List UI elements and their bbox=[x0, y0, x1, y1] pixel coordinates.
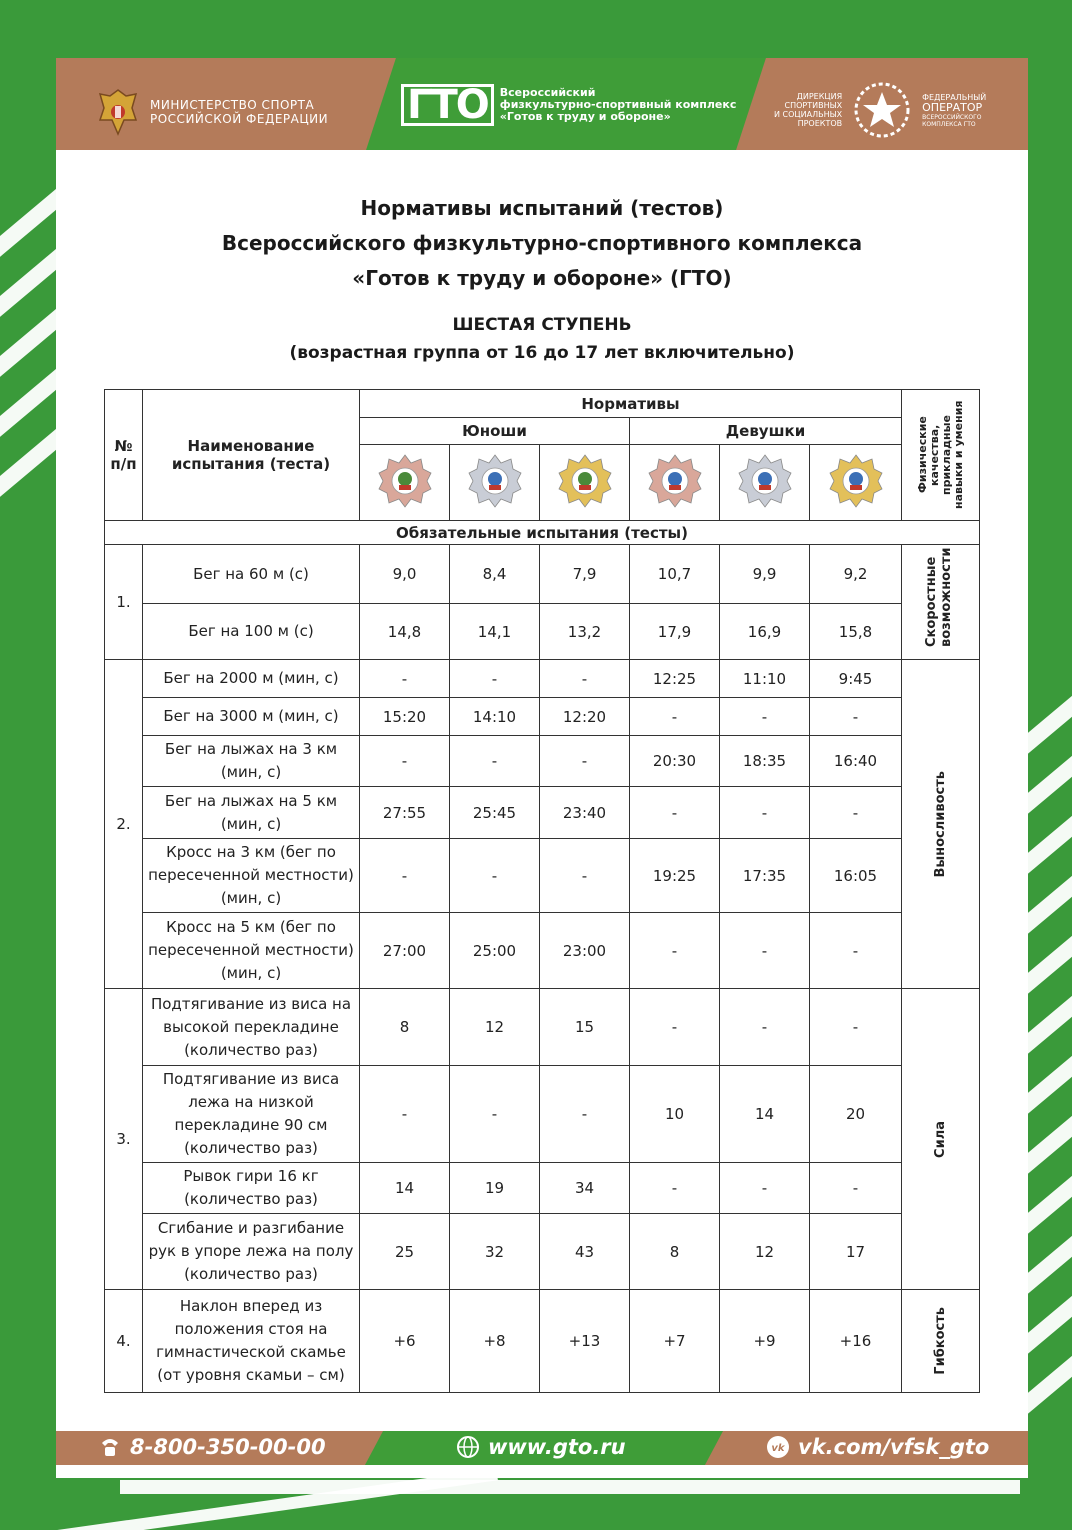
norm-value: 18:35 bbox=[720, 736, 810, 787]
norm-value: 25:45 bbox=[450, 787, 540, 839]
norm-value: - bbox=[720, 1163, 810, 1214]
footer-phone-text: 8-800-350-00-00 bbox=[130, 1435, 326, 1459]
coat-of-arms-icon bbox=[96, 86, 140, 138]
group-number: 2. bbox=[105, 660, 143, 989]
table-row bbox=[105, 545, 980, 604]
norm-value: 16:40 bbox=[810, 736, 902, 787]
table-row bbox=[105, 604, 980, 660]
test-name: Бег на 60 м (с) bbox=[143, 545, 360, 604]
norm-value: 14 bbox=[360, 1163, 450, 1214]
test-name: Бег на 3000 м (мин, с) bbox=[143, 698, 360, 736]
test-name: Подтягивание из виса на высокой перекладине (количество раз) bbox=[143, 989, 360, 1066]
norm-value: 20:30 bbox=[630, 736, 720, 787]
title-line3: «Готов к труду и обороне» (ГТО) bbox=[352, 266, 732, 290]
norm-value: 32 bbox=[450, 1214, 540, 1290]
norm-value: 9,9 bbox=[720, 545, 810, 604]
table-row bbox=[105, 1290, 980, 1393]
norm-value: 17 bbox=[810, 1214, 902, 1290]
test-name: Сгибание и разгибание рук в упоре лежа на полу (количество раз) bbox=[143, 1214, 360, 1290]
norm-value: - bbox=[810, 1163, 902, 1214]
gto-line3: «Готов к труду и обороне» bbox=[499, 110, 671, 123]
quality-label-text: Выносливость bbox=[933, 770, 948, 878]
norm-value: - bbox=[810, 989, 902, 1066]
norm-value: 11:10 bbox=[720, 660, 810, 698]
globe-icon bbox=[456, 1435, 480, 1459]
norm-value: - bbox=[360, 660, 450, 698]
norm-value: - bbox=[630, 1163, 720, 1214]
norm-value: 14:10 bbox=[450, 698, 540, 736]
header-num: № п/п bbox=[105, 390, 143, 521]
norm-value: 23:00 bbox=[540, 913, 630, 989]
group-number: 1. bbox=[105, 545, 143, 660]
norm-value: - bbox=[630, 913, 720, 989]
norm-value: - bbox=[720, 913, 810, 989]
norm-value: 34 bbox=[540, 1163, 630, 1214]
mandatory-section: Обязательные испытания (тесты) bbox=[105, 521, 980, 545]
norm-value: - bbox=[450, 660, 540, 698]
norm-value: - bbox=[540, 660, 630, 698]
norm-value: - bbox=[720, 698, 810, 736]
norm-value: 19:25 bbox=[630, 839, 720, 913]
norm-value: - bbox=[810, 698, 902, 736]
gto-logo bbox=[401, 84, 736, 126]
ministry-line1: МИНИСТЕРСТВО СПОРТА bbox=[150, 98, 315, 112]
title-line2: Всероссийского физкультурно-спортивного комплекса bbox=[221, 231, 863, 255]
silver-badge-icon bbox=[467, 453, 523, 509]
op-line3: ВСЕРОССИЙСКОГО bbox=[922, 113, 982, 121]
footer-banner bbox=[56, 1431, 1028, 1465]
badge-cell bbox=[810, 445, 902, 521]
star-wreath-icon bbox=[852, 80, 912, 140]
norm-value: 23:40 bbox=[540, 787, 630, 839]
norm-value: 17:35 bbox=[720, 839, 810, 913]
norm-value: 8 bbox=[360, 989, 450, 1066]
svg-text:vk: vk bbox=[771, 1443, 785, 1454]
dir-line2: СПОРТИВНЫХ bbox=[784, 101, 843, 110]
footer-vk[interactable] bbox=[766, 1435, 989, 1459]
norm-value: 12 bbox=[450, 989, 540, 1066]
norm-value: - bbox=[540, 839, 630, 913]
header-banner bbox=[56, 58, 1028, 150]
norm-value: 7,9 bbox=[540, 545, 630, 604]
gto-mark: ГТО bbox=[401, 84, 494, 126]
directorate-logo bbox=[774, 80, 986, 140]
table-row bbox=[105, 660, 980, 698]
phone-icon bbox=[98, 1435, 122, 1459]
norm-value: 43 bbox=[540, 1214, 630, 1290]
norm-value: - bbox=[540, 736, 630, 787]
badge-cell bbox=[360, 445, 450, 521]
page-title bbox=[56, 191, 1028, 296]
norm-value: - bbox=[720, 787, 810, 839]
dir-line1: ДИРЕКЦИЯ bbox=[796, 92, 843, 101]
norm-value: 20 bbox=[810, 1066, 902, 1163]
quality-label bbox=[902, 660, 980, 989]
norm-value: 25:00 bbox=[450, 913, 540, 989]
table-row bbox=[105, 787, 980, 839]
gto-line2: физкультурно-спортивный комплекс bbox=[499, 98, 737, 111]
norm-value: +8 bbox=[450, 1290, 540, 1393]
header-quality-text: Физические качества, прикладные навыки и умения bbox=[915, 400, 965, 510]
header-name: Наименование испытания (теста) bbox=[143, 390, 360, 521]
norm-value: +16 bbox=[810, 1290, 902, 1393]
norm-value: 13,2 bbox=[540, 604, 630, 660]
dir-line4: ПРОЕКТОВ bbox=[797, 119, 843, 128]
page-subtitle bbox=[56, 311, 1028, 367]
gold-badge-icon bbox=[828, 453, 884, 509]
test-name: Рывок гири 16 кг (количество раз) bbox=[143, 1163, 360, 1214]
header-girls: Девушки bbox=[630, 418, 902, 445]
norm-value: 9,2 bbox=[810, 545, 902, 604]
badge-cell bbox=[540, 445, 630, 521]
norm-value: - bbox=[360, 1066, 450, 1163]
test-name: Бег на 100 м (с) bbox=[143, 604, 360, 660]
test-name: Кросс на 5 км (бег по пересеченной местности) (мин, с) bbox=[143, 913, 360, 989]
norm-value: 14 bbox=[720, 1066, 810, 1163]
norm-value: - bbox=[810, 913, 902, 989]
quality-label bbox=[902, 989, 980, 1290]
norm-value: - bbox=[450, 1066, 540, 1163]
table-row bbox=[105, 913, 980, 989]
badge-cell bbox=[720, 445, 810, 521]
op-line2: ОПЕРАТОР bbox=[922, 100, 983, 114]
footer-phone[interactable] bbox=[98, 1435, 326, 1459]
test-name: Бег на лыжах на 3 км (мин, с) bbox=[143, 736, 360, 787]
norm-value: 15 bbox=[540, 989, 630, 1066]
gto-line1: Всероссийский bbox=[499, 86, 596, 99]
norm-value: 27:55 bbox=[360, 787, 450, 839]
norm-value: +9 bbox=[720, 1290, 810, 1393]
op-line4: КОМПЛЕКСА ГТО bbox=[922, 120, 976, 128]
badge-cell bbox=[630, 445, 720, 521]
norm-value: - bbox=[450, 736, 540, 787]
title-line1: Нормативы испытаний (тестов) bbox=[360, 196, 724, 220]
bronze-badge-icon bbox=[377, 453, 433, 509]
norm-value: - bbox=[630, 787, 720, 839]
quality-label bbox=[902, 1290, 980, 1393]
test-name: Подтягивание из виса лежа на низкой перекладине 90 см (количество раз) bbox=[143, 1066, 360, 1163]
norm-value: 25 bbox=[360, 1214, 450, 1290]
badge-cell bbox=[450, 445, 540, 521]
table-row bbox=[105, 839, 980, 913]
quality-label-text: Гибкость bbox=[933, 1307, 948, 1375]
silver-badge-icon bbox=[737, 453, 793, 509]
norm-value: - bbox=[540, 1066, 630, 1163]
norm-value: 9,0 bbox=[360, 545, 450, 604]
dir-line3: И СОЦИАЛЬНЫХ bbox=[774, 110, 843, 119]
norm-value: 9:45 bbox=[810, 660, 902, 698]
footer-vk-text: vk.com/vfsk_gto bbox=[798, 1435, 990, 1459]
norms-table bbox=[104, 389, 980, 1393]
norm-value: 16:05 bbox=[810, 839, 902, 913]
norm-value: 15,8 bbox=[810, 604, 902, 660]
norm-value: 12 bbox=[720, 1214, 810, 1290]
gold-badge-icon bbox=[557, 453, 613, 509]
document-page bbox=[56, 58, 1028, 1478]
norm-value: - bbox=[630, 989, 720, 1066]
norm-value: - bbox=[360, 839, 450, 913]
table-row bbox=[105, 1066, 980, 1163]
norm-value: - bbox=[810, 787, 902, 839]
op-line1: ФЕДЕРАЛЬНЫЙ bbox=[922, 92, 987, 102]
norm-value: 16,9 bbox=[720, 604, 810, 660]
norm-value: 14,8 bbox=[360, 604, 450, 660]
ministry-line2: РОССИЙСКОЙ ФЕДЕРАЦИИ bbox=[150, 112, 329, 126]
norm-value: +13 bbox=[540, 1290, 630, 1393]
norm-value: 19 bbox=[450, 1163, 540, 1214]
header-boys: Юноши bbox=[360, 418, 630, 445]
header-norms: Нормативы bbox=[360, 390, 902, 418]
table-row bbox=[105, 698, 980, 736]
header-quality bbox=[902, 390, 980, 521]
norm-value: 8,4 bbox=[450, 545, 540, 604]
norm-value: 10 bbox=[630, 1066, 720, 1163]
table-row bbox=[105, 736, 980, 787]
vk-icon bbox=[766, 1435, 790, 1459]
footer-site-text: www.gto.ru bbox=[488, 1435, 626, 1459]
quality-label-text: Скоростные возможности bbox=[923, 547, 954, 647]
norm-value: 12:25 bbox=[630, 660, 720, 698]
group-number: 3. bbox=[105, 989, 143, 1290]
norm-value: +7 bbox=[630, 1290, 720, 1393]
norm-value: 8 bbox=[630, 1214, 720, 1290]
table-row bbox=[105, 989, 980, 1066]
norms-body bbox=[105, 521, 980, 1393]
bronze-badge-icon bbox=[647, 453, 703, 509]
norm-value: 27:00 bbox=[360, 913, 450, 989]
norm-value: - bbox=[630, 698, 720, 736]
norm-value: 12:20 bbox=[540, 698, 630, 736]
quality-label bbox=[902, 545, 980, 660]
quality-label-text: Сила bbox=[933, 1120, 948, 1158]
test-name: Бег на лыжах на 5 км (мин, с) bbox=[143, 787, 360, 839]
norm-value: 10,7 bbox=[630, 545, 720, 604]
norm-value: 14,1 bbox=[450, 604, 540, 660]
ministry-logo bbox=[96, 86, 328, 138]
table-row bbox=[105, 1214, 980, 1290]
norm-value: - bbox=[720, 989, 810, 1066]
norm-value: 17,9 bbox=[630, 604, 720, 660]
test-name: Кросс на 3 км (бег по пересеченной местности) (мин, с) bbox=[143, 839, 360, 913]
table-row bbox=[105, 1163, 980, 1214]
norm-value: +6 bbox=[360, 1290, 450, 1393]
norm-value: 15:20 bbox=[360, 698, 450, 736]
test-name: Наклон вперед из положения стоя на гимнастической скамье (от уровня скамьи – см) bbox=[143, 1290, 360, 1393]
test-name: Бег на 2000 м (мин, с) bbox=[143, 660, 360, 698]
subtitle-line2: (возрастная группа от 16 до 17 лет включительно) bbox=[289, 343, 795, 363]
norm-value: - bbox=[450, 839, 540, 913]
subtitle-line1: ШЕСТАЯ СТУПЕНЬ bbox=[452, 315, 632, 335]
footer-site[interactable] bbox=[456, 1435, 626, 1459]
group-number: 4. bbox=[105, 1290, 143, 1393]
norm-value: - bbox=[360, 736, 450, 787]
